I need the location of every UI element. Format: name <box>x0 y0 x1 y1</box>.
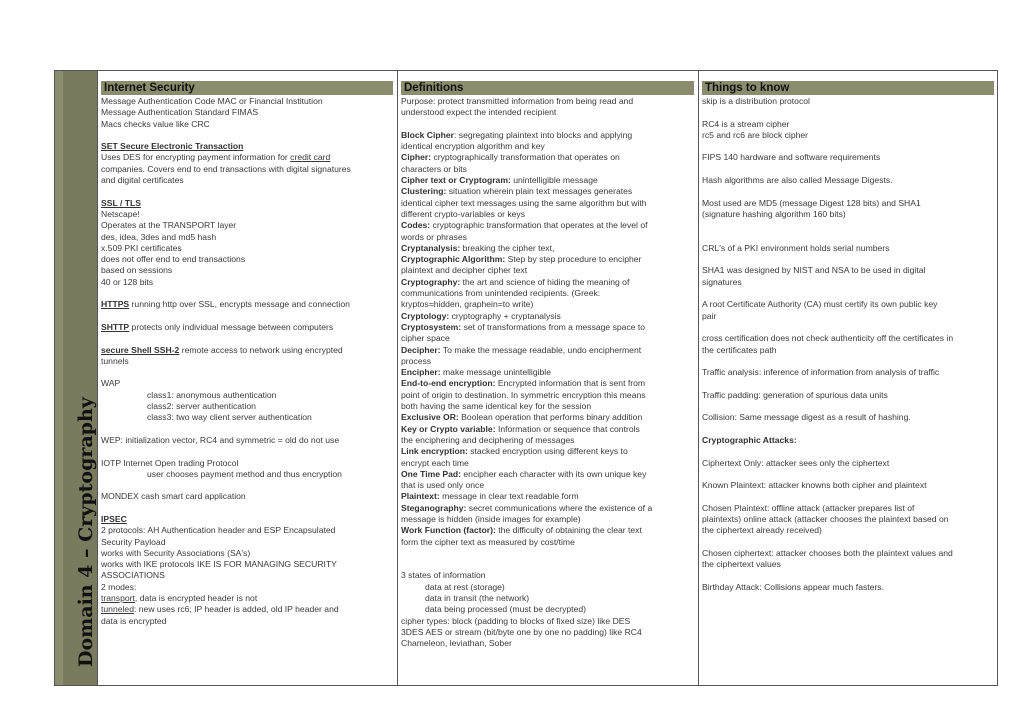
text-line: Traffic analysis: inference of information from analysis of traffic <box>702 367 940 378</box>
definitions-column <box>401 81 694 650</box>
definition-line <box>401 175 694 186</box>
text-line: rc5 and rc6 are block cipher <box>702 129 809 140</box>
definition-term: One Time Pad: <box>401 468 462 479</box>
text-line: pair <box>702 310 717 321</box>
text-line: user chooses payment method and thus encryption <box>147 468 342 479</box>
definition-line <box>401 277 694 288</box>
text-line: data at rest (storage) <box>425 581 505 592</box>
definition-term: Plaintext: <box>401 491 440 502</box>
text-line: ASSOCIATIONS <box>101 570 165 581</box>
text-line <box>101 299 393 310</box>
text-span: unintelligible message <box>510 175 598 186</box>
text-line: message is hidden (inside images for example) <box>401 513 581 524</box>
text-line: 3DES AES or stream (bit/byte one by one no padding) like RC4 <box>401 626 642 637</box>
definition-term: Decipher: <box>401 344 441 355</box>
text-line: class1: anonymous authentication <box>147 389 277 400</box>
definition-term: Encipher: <box>401 367 441 378</box>
definition-line <box>401 322 694 333</box>
text-line: des, idea, 3des and md5 hash <box>101 231 217 242</box>
internet-security-header: Internet Security <box>101 81 393 95</box>
text-line: (signature hashing algorithm 160 bits) <box>702 208 846 219</box>
definition-line <box>401 367 694 378</box>
text-line: SHA1 was designed by NIST and NSA to be used in digital <box>702 265 926 276</box>
cheat-sheet-table <box>54 70 998 686</box>
set-heading: SET Secure Electronic Transaction <box>101 141 244 152</box>
text-line: MONDEX cash smart card application <box>101 491 246 502</box>
text-line: Message Authentication Standard FIMAS <box>101 107 259 118</box>
definition-line <box>401 491 694 502</box>
text-line: characters or bits <box>401 163 467 174</box>
text-line <box>101 152 393 163</box>
text-line: data in transit (the network) <box>425 593 530 604</box>
text-line: form the cipher text as measured by cost/time <box>401 536 575 547</box>
text-span: situation wherein plain text messages generates <box>446 186 633 197</box>
text-line: works with Security Associations (SA's) <box>101 547 251 558</box>
text-line: process <box>401 355 432 366</box>
definition-line <box>401 220 694 231</box>
text-line: Chameleon, leviathan, Sober <box>401 638 512 649</box>
definition-line <box>401 424 694 435</box>
text-line: and digital certificates <box>101 175 184 186</box>
domain-sidebar <box>55 71 97 685</box>
ssh-term: secure Shell SSH-2 <box>101 344 180 355</box>
text-span: the difficulty of obtaining the clear text <box>495 525 642 536</box>
definition-line <box>401 243 694 254</box>
definition-line <box>401 345 694 356</box>
text-line: plaintexts) online attack (attacker chooses the plaintext based on <box>702 513 949 524</box>
text-line: IOTP Internet Open trading Protocol <box>101 457 239 468</box>
text-line: 3 states of information <box>401 570 486 581</box>
text-span: : segregating plaintext into blocks and applying <box>454 129 633 140</box>
definition-term: Codes: <box>401 220 431 231</box>
credit-card-link[interactable]: credit card <box>290 152 331 163</box>
definition-line <box>401 412 694 423</box>
text-line: Hash algorithms are also called Message Digests. <box>702 175 893 186</box>
text-line: identical cipher text messages using the same algorithm but with <box>401 197 647 208</box>
text-line: FIPS 140 hardware and software requirements <box>702 152 881 163</box>
text-line <box>101 604 393 615</box>
text-span: cryptography + cryptanalysis <box>449 310 561 321</box>
text-span: message in clear text readable form <box>439 491 579 502</box>
text-line: plaintext and decipher cipher text <box>401 265 528 276</box>
text-line: 2 protocols: AH Authentication header and ESP Encapsulated <box>101 525 336 536</box>
text-line: the ciphertext already received) <box>702 525 822 536</box>
ipsec-heading: IPSEC <box>101 513 127 524</box>
definition-term: Work Function (factor): <box>401 525 496 536</box>
text-line: words or phrases <box>401 231 467 242</box>
definition-term: Steganography: <box>401 502 467 513</box>
text-line: Traffic padding: generation of spurious data units <box>702 389 888 400</box>
text-span: Boolean operation that performs binary addition <box>458 412 643 423</box>
text-line: Most used are MD5 (message Digest 128 bits) and SHA1 <box>702 197 921 208</box>
domain-title: Domain 4 – Cryptography <box>75 397 97 667</box>
text-span: : new uses rc6; IP header is added, old IP header and <box>133 604 339 615</box>
text-line: 40 or 128 bits <box>101 276 154 287</box>
text-line: Security Payload <box>101 536 166 547</box>
text-line: the ciphertext values <box>702 559 781 570</box>
text-line: works with IKE protocols IKE IS FOR MANAGING SECURITY <box>101 559 337 570</box>
definition-term: Link encryption: <box>401 446 468 457</box>
text-line: cross certification does not check authenticity off the certificates in <box>702 333 954 344</box>
definition-term: Exclusive OR: <box>401 412 459 423</box>
column-divider <box>97 71 98 685</box>
definition-line <box>401 525 694 536</box>
definition-term: Cryptanalysis: <box>401 242 461 253</box>
text-line: Macs checks value like CRC <box>101 118 210 129</box>
text-line: Birthday Attack: Collisions appear much fasters. <box>702 581 884 592</box>
text-line: identical encryption algorithm and key <box>401 141 545 152</box>
text-line: 2 modes: <box>101 581 137 592</box>
text-span: , data is encrypted header is not <box>134 593 258 604</box>
text-line: WEP: initialization vector, RC4 and symmetric = old do not use <box>101 434 340 445</box>
text-line: WAP <box>101 378 121 389</box>
text-span: Information or sequence that controls <box>495 423 640 434</box>
text-line: A root Certificate Authority (CA) must certify its own public key <box>702 299 938 310</box>
definition-term: Clustering: <box>401 186 447 197</box>
text-span: the art and science of hiding the meaning of <box>460 276 630 287</box>
text-span: protects only individual message between computers <box>129 321 334 332</box>
definition-term: Cryptography: <box>401 276 461 287</box>
things-to-know-column <box>702 81 994 593</box>
ssl-heading: SSL / TLS <box>101 197 141 208</box>
text-span: encipher each character with its own unique key <box>461 468 647 479</box>
text-line: signatures <box>702 276 742 287</box>
text-line <box>101 322 393 333</box>
text-line: encrypt each time <box>401 457 469 468</box>
text-span: set of transformations from a message space to <box>461 321 646 332</box>
definition-term: Cipher: <box>401 152 432 163</box>
text-span: To make the message readable, undo encipherment <box>440 344 642 355</box>
text-line: based on sessions <box>101 265 173 276</box>
text-line: cipher space <box>401 333 450 344</box>
column-divider <box>397 71 398 685</box>
definition-line <box>401 503 694 514</box>
definition-term: Cryptosystem: <box>401 321 462 332</box>
text-line: skip is a distribution protocol <box>702 96 810 106</box>
definition-term: End-to-end encryption: <box>401 378 496 389</box>
text-line: class3: two way client server authentication <box>147 412 312 423</box>
text-line: different crypto-variables or keys <box>401 208 526 219</box>
text-line: communications from unintended recipients. (Greek: <box>401 288 601 299</box>
text-span: secret communications where the existence of a <box>466 502 653 513</box>
internet-security-column <box>101 81 393 627</box>
text-line: that is used only once <box>401 480 485 491</box>
text-line: cipher types: block (padding to blocks of fixed size) like DES <box>401 615 631 626</box>
text-span: Uses DES for encrypting payment information for <box>101 152 291 163</box>
cryptographic-attacks-heading: Cryptographic Attacks: <box>702 434 797 445</box>
https-term: HTTPS <box>101 299 130 310</box>
definition-term: Cipher text or Cryptogram: <box>401 175 511 186</box>
text-line: Netscape! <box>101 208 140 219</box>
definition-line <box>401 186 694 197</box>
definition-line <box>401 130 694 141</box>
text-line: kryptos=hidden, graphein=to write) <box>401 299 534 310</box>
text-line: data being processed (must be decrypted) <box>425 604 586 615</box>
column-divider <box>698 71 699 685</box>
text-line: Ciphertext Only: attacker sees only the ciphertext <box>702 457 890 468</box>
definition-line <box>401 469 694 480</box>
text-line: the certificates path <box>702 344 777 355</box>
definition-line <box>401 446 694 457</box>
text-line <box>101 593 393 604</box>
text-span: transport <box>101 593 135 604</box>
text-span: Encrypted information that is sent from <box>495 378 646 389</box>
text-line: class2: server authentication <box>147 401 256 412</box>
definition-term: Key or Crypto variable: <box>401 423 496 434</box>
text-line: Message Authentication Code MAC or Financial Institution <box>101 96 323 106</box>
shttp-term: SHTTP <box>101 321 130 332</box>
text-line: Chosen ciphertext: attacker chooses both the plaintext values and <box>702 547 953 558</box>
text-span: cryptographic transformation that operates at the level of <box>430 220 648 231</box>
text-line: Purpose: protect transmitted information from being read and <box>401 96 634 106</box>
text-line: Collision: Same message digest as a result of hashing. <box>702 412 911 423</box>
text-span: cryptographically transformation that operates on <box>431 152 620 163</box>
text-line: data is encrypted <box>101 615 167 626</box>
definition-term: Cryptology: <box>401 310 450 321</box>
text-line: tunnels <box>101 355 129 366</box>
things-to-know-header: Things to know <box>702 81 994 95</box>
text-line: Chosen Plaintext: offline attack (attacker prepares list of <box>702 502 915 513</box>
text-line: CRL's of a PKI environment holds serial numbers <box>702 242 890 253</box>
text-line: Operates at the TRANSPORT layer <box>101 220 237 231</box>
text-line: does not offer end to end transactions <box>101 254 246 265</box>
text-line: companies. Covers end to end transactions with digital signatures <box>101 163 351 174</box>
text-span: breaking the cipher text, <box>460 242 555 253</box>
text-line: both having the same identical key for the session <box>401 401 592 412</box>
text-line: the enciphering and deciphering of messages <box>401 434 575 445</box>
text-line: Known Plaintext: attacker knowns both cipher and plaintext <box>702 480 927 491</box>
text-span: make message unintelligible <box>440 367 551 378</box>
text-span: remote access to network using encrypted <box>179 344 343 355</box>
text-line: x.509 PKI certificates <box>101 242 182 253</box>
definition-term: Cryptographic Algorithm: <box>401 254 506 265</box>
text-span: Step by step procedure to encipher <box>505 254 642 265</box>
text-line: point of origin to destination. In symmetric encryption this means <box>401 389 646 400</box>
definition-term: Block Cipher <box>401 129 455 140</box>
text-line: understood expect the intended recipient <box>401 107 557 118</box>
definition-line <box>401 254 694 265</box>
definition-line <box>401 378 694 389</box>
text-span: stacked encryption using different keys to <box>467 446 628 457</box>
text-line: RC4 is a stream cipher <box>702 118 790 129</box>
text-span: running http over SSL, encrypts message and connection <box>129 299 350 310</box>
definition-line <box>401 311 694 322</box>
text-line <box>101 345 393 356</box>
definition-line <box>401 152 694 163</box>
text-span: tunneled <box>101 604 134 615</box>
definitions-header: Definitions <box>401 81 694 95</box>
